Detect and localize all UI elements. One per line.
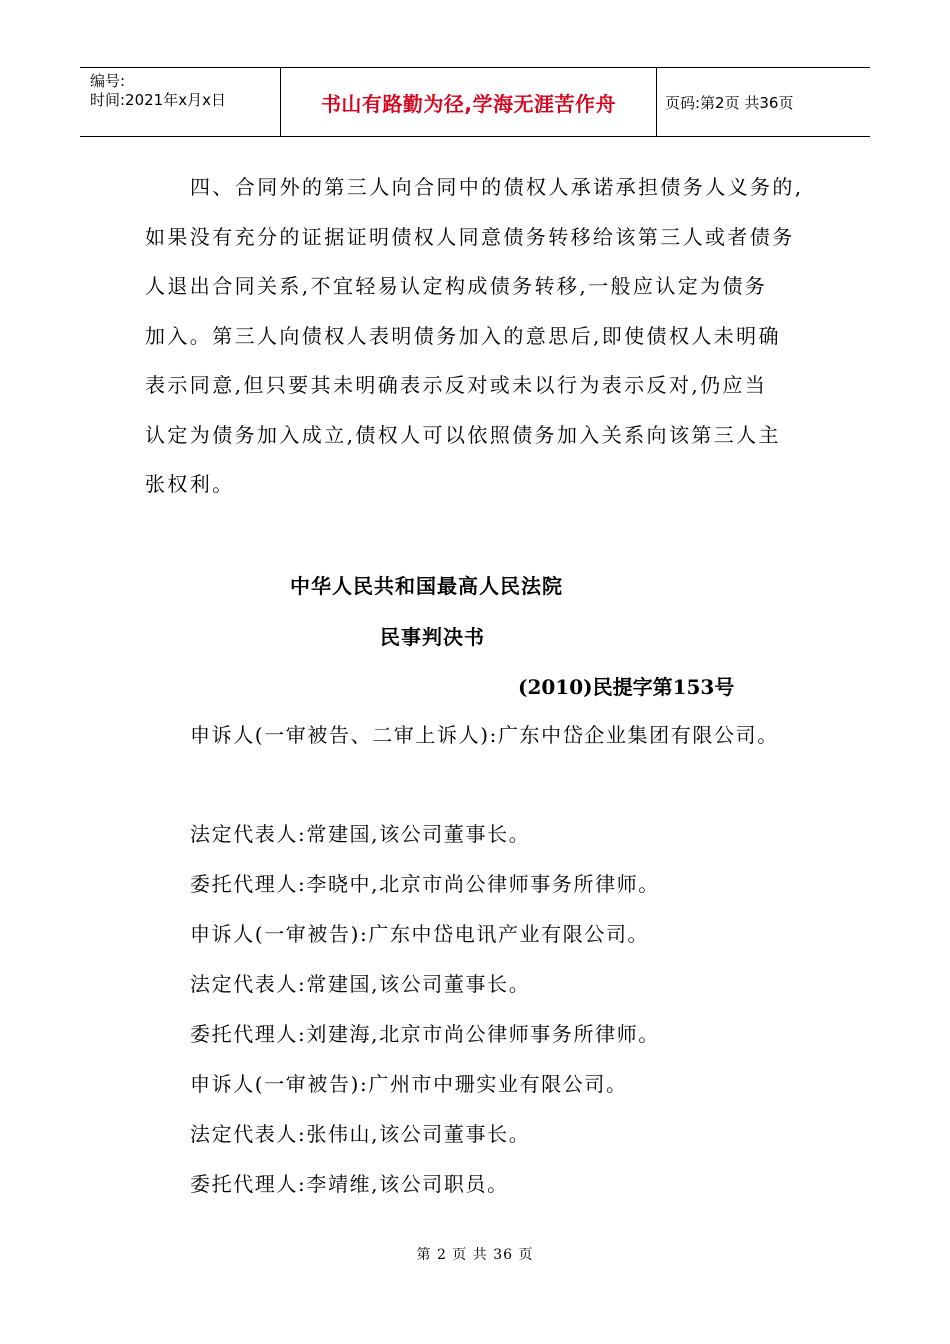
paragraph-line: 如果没有充分的证据证明债权人同意债务转移给该第三人或者债务 (145, 224, 795, 249)
court-name: 中华人民共和国最高人民法院 (290, 574, 563, 598)
document-time-label: 时间:2021年x月x日 (90, 91, 226, 109)
paragraph-line: 人退出合同关系,不宜轻易认定构成债务转移,一般应认定为债务 (145, 274, 768, 298)
document-number-label: 编号: (90, 72, 126, 90)
paragraph-line: 张权利。 (145, 472, 235, 496)
party-line: 申诉人(一审被告):广东中岱电讯产业有限公司。 (190, 922, 650, 946)
header-page-info: 页码:第2页 共36页 (665, 93, 794, 112)
party-line: 申诉人(一审被告、二审上诉人):广东中岱企业集团有限公司。 (190, 723, 779, 747)
party-line: 法定代表人:常建国,该公司董事长。 (190, 972, 531, 996)
party-line: 申诉人(一审被告):广州市中珊实业有限公司。 (190, 1072, 628, 1096)
party-line: 法定代表人:常建国,该公司董事长。 (190, 822, 531, 846)
case-number: (2010)民提字第153号 (518, 675, 735, 699)
party-line: 法定代表人:张伟山,该公司董事长。 (190, 1122, 531, 1146)
body-paragraph (145, 163, 810, 510)
party-line: 委托代理人:李晓中,北京市尚公律师事务所律师。 (190, 872, 660, 896)
header-motto-cell (281, 68, 657, 136)
party-line: 委托代理人:李靖维,该公司职员。 (190, 1172, 509, 1196)
header-motto: 书山有路勤为径,学海无涯苦作舟 (320, 91, 617, 116)
paragraph-line: 认定为债务加入成立,债权人可以依照债务加入关系向该第三人主 (145, 422, 781, 447)
party-line: 委托代理人:刘建海,北京市尚公律师事务所律师。 (190, 1022, 660, 1046)
document-type-title: 民事判决书 (380, 625, 485, 649)
paragraph-line: 表示同意,但只要其未明确表示反对或未以行为表示反对,仍应当 (145, 373, 768, 397)
page-footer: 第 2 页 共 36 页 (416, 1247, 534, 1263)
page-header (80, 67, 870, 137)
paragraph-line: 加入。第三人向债权人表明债务加入的意思后,即使债权人未明确 (145, 323, 781, 348)
header-page-cell (657, 68, 870, 136)
header-left-cell (80, 68, 281, 136)
paragraph-line: 四、合同外的第三人向合同中的债权人承诺承担债务人义务的, (190, 175, 804, 199)
